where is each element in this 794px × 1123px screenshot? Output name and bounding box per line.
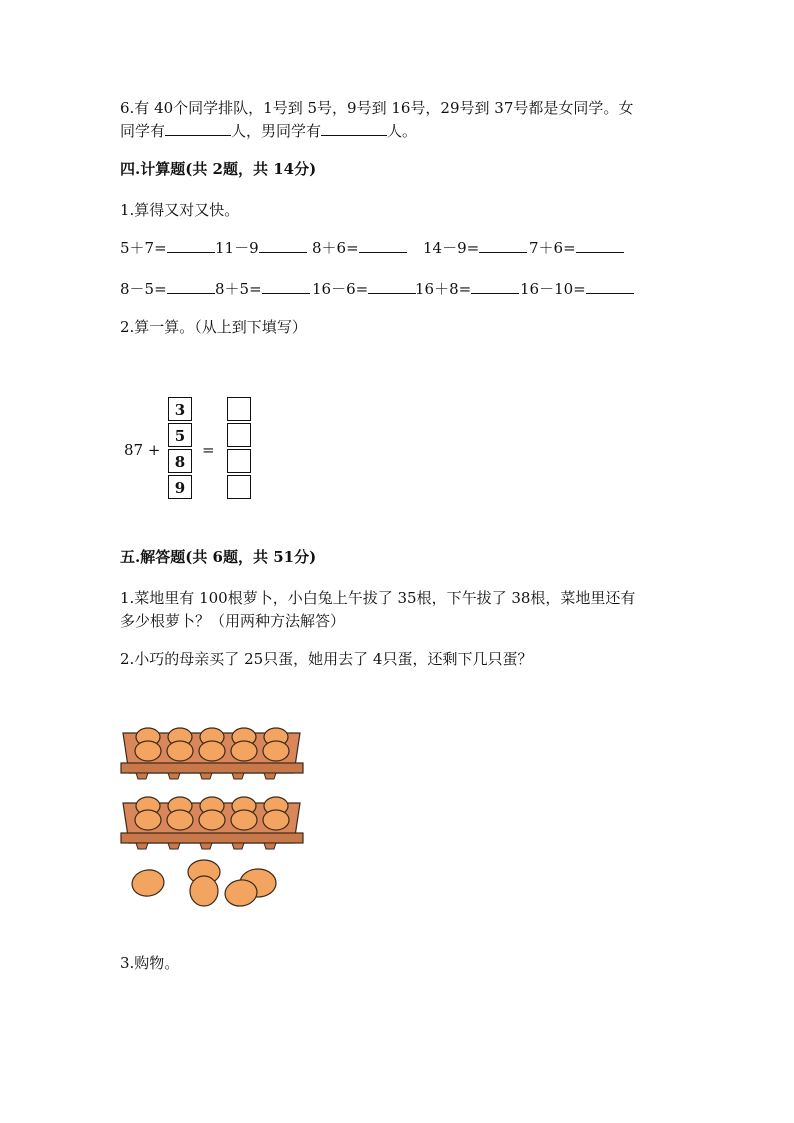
answer-cell[interactable] [227, 449, 251, 473]
answer-1-line1: 1.菜地里有 100根萝卜，小白兔上午拔了 35根，下午拔了 38根，菜地里还有 [120, 589, 636, 607]
equation-text: 8＋5= [215, 280, 262, 298]
answer-blank[interactable] [167, 238, 215, 253]
answer-3-text: 3.购物。 [120, 954, 180, 972]
answer-2-text: 2.小巧的母亲买了 25只蛋，她用去了 4只蛋，还剩下几只蛋？ [120, 650, 533, 668]
egg-carton [121, 797, 303, 849]
loose-eggs [130, 860, 276, 908]
section-5-title: 五.解答题(共 6题，共 51分) [120, 548, 317, 566]
number-cell: 5 [168, 423, 192, 447]
answer-cell[interactable] [227, 423, 251, 447]
equals-sign: = [202, 441, 215, 459]
equation [215, 278, 310, 299]
answer-blank[interactable] [586, 279, 634, 294]
answer-blank[interactable] [167, 279, 215, 294]
egg-cartons-illustration [118, 715, 308, 915]
equation [312, 278, 416, 299]
answer-cell[interactable] [227, 397, 251, 421]
answer-blank[interactable] [576, 238, 624, 253]
answer-blank[interactable] [471, 279, 519, 294]
equation [423, 237, 527, 258]
answer-blank[interactable] [262, 279, 310, 294]
equation [215, 237, 307, 258]
addend-87: 87 + [124, 441, 161, 459]
equation-text: 16－10= [520, 280, 586, 298]
equation-text: 5＋7= [120, 239, 167, 257]
question-6-line1: 6.有 40个同学排队，1号到 5号，9号到 16号，29号到 37号都是女同学。女 [120, 99, 634, 117]
equation [312, 237, 407, 258]
answer-blank[interactable] [359, 238, 407, 253]
equation-text: 11－9 [215, 239, 259, 257]
number-cell: 8 [168, 449, 192, 473]
equation-text: 14－9= [423, 239, 480, 257]
equation [529, 237, 624, 258]
section-4-title: 四.计算题(共 2题，共 14分) [120, 160, 317, 178]
answer-blank[interactable] [479, 238, 527, 253]
number-cell: 9 [168, 475, 192, 499]
equation [120, 278, 215, 299]
calc-2-title: 2.算一算。（从上到下填写） [120, 318, 307, 336]
answer-1-line2: 多少根萝卜？（用两种方法解答） [120, 612, 346, 630]
girls-label: 同学有 [120, 122, 166, 140]
answer-blank[interactable] [368, 279, 416, 294]
boys-label: 人，男同学有 [231, 122, 322, 140]
equation-text: 16＋8= [415, 280, 472, 298]
egg-carton [121, 728, 303, 779]
number-cell: 3 [168, 397, 192, 421]
question-6-suffix: 人。 [387, 122, 418, 140]
equation [120, 237, 215, 258]
boys-answer-blank[interactable] [321, 121, 387, 136]
answer-cell[interactable] [227, 475, 251, 499]
answer-blank[interactable] [259, 238, 307, 253]
equation-text: 8＋6= [312, 239, 359, 257]
girls-answer-blank[interactable] [165, 121, 231, 136]
calc-1-title: 1.算得又对又快。 [120, 201, 240, 219]
equation [415, 278, 519, 299]
equation-text: 7＋6= [529, 239, 576, 257]
equation [520, 278, 634, 299]
question-6-line2 [120, 120, 417, 141]
equation-text: 16－6= [312, 280, 369, 298]
equation-text: 8－5= [120, 280, 167, 298]
